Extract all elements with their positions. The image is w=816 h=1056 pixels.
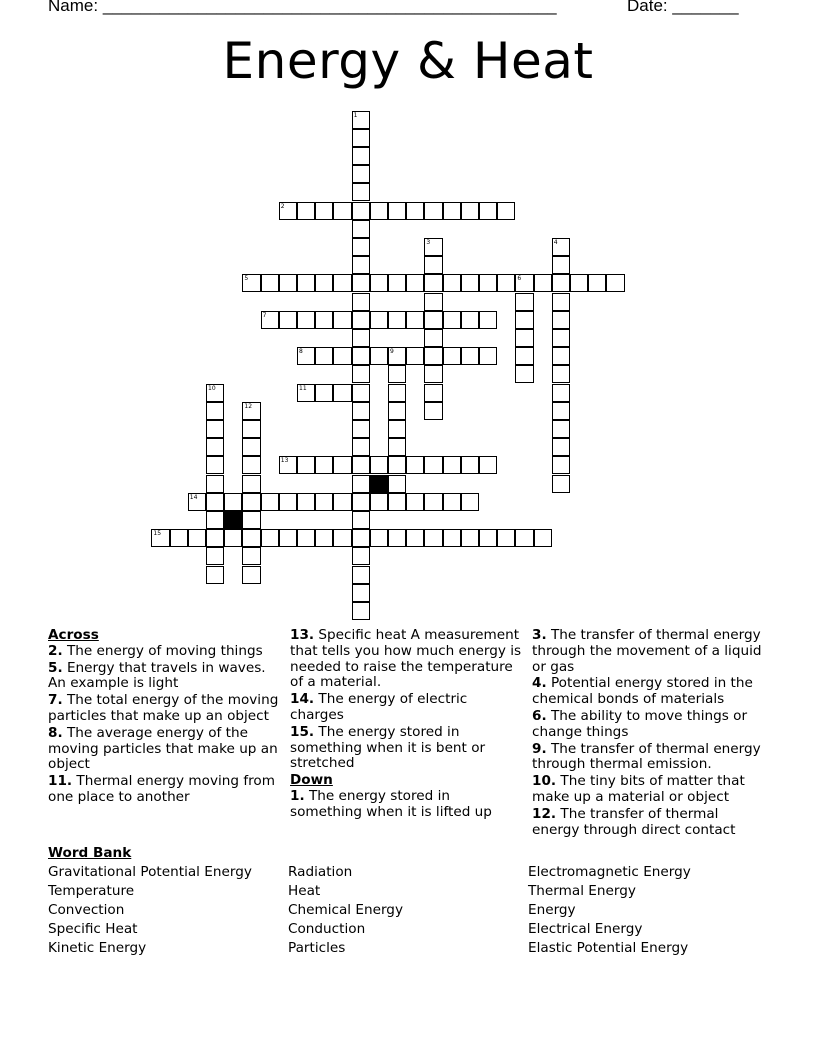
crossword-cell[interactable]: [479, 529, 497, 547]
crossword-cell[interactable]: [497, 529, 515, 547]
cell-number: 11: [299, 384, 307, 392]
crossword-cell[interactable]: [497, 202, 515, 220]
clue-down: 10. The tiny bits of matter that make up a material or object: [532, 773, 745, 805]
crossword-cell[interactable]: [552, 293, 570, 311]
crossword-cell[interactable]: [297, 493, 315, 511]
cell-number: 15: [153, 530, 162, 538]
crossword-cell[interactable]: [315, 384, 333, 402]
crossword-cell[interactable]: [297, 202, 315, 220]
clues-column-3: [532, 628, 768, 839]
word-bank-column-3: [528, 863, 691, 958]
crossword-cell[interactable]: [352, 547, 370, 565]
crossword-cell[interactable]: [188, 493, 206, 511]
crossword-cell[interactable]: [515, 529, 533, 547]
crossword-cell[interactable]: [388, 347, 406, 365]
crossword-cell[interactable]: [552, 311, 570, 329]
crossword-cell[interactable]: [242, 547, 260, 565]
name-line: ________________________________________________: [102, 0, 557, 15]
crossword-cell[interactable]: [461, 202, 479, 220]
crossword-cell[interactable]: [424, 329, 442, 347]
crossword-cell[interactable]: [552, 238, 570, 256]
cell-number: 8: [299, 348, 303, 356]
crossword-cell[interactable]: [279, 456, 297, 474]
crossword-cell[interactable]: [552, 475, 570, 493]
clue-across: 13. Specific heat A measurement that tells you how much energy is needed to raise the temperature of a material.: [290, 627, 522, 691]
crossword-cell[interactable]: [333, 456, 351, 474]
word-bank-title: Word Bank: [48, 845, 132, 861]
crossword-cell[interactable]: [424, 365, 442, 383]
crossword-cell[interactable]: [424, 493, 442, 511]
cell-number: 9: [390, 348, 394, 356]
down-heading: Down: [290, 772, 333, 789]
word-bank-item: Energy: [528, 902, 576, 918]
crossword-cell[interactable]: [352, 347, 370, 365]
puzzle-title: Energy & Heat: [222, 32, 594, 90]
crossword-cell[interactable]: [206, 420, 224, 438]
crossword-cell[interactable]: [606, 274, 624, 292]
crossword-cell[interactable]: [352, 238, 370, 256]
clue-across: 14. The energy of electric charges: [290, 691, 468, 723]
crossword-cell[interactable]: [461, 529, 479, 547]
word-bank-item: Specific Heat: [48, 921, 138, 937]
crossword-cell[interactable]: [424, 293, 442, 311]
cell-number: 2: [280, 202, 285, 210]
crossword-cell[interactable]: [315, 347, 333, 365]
clue-across: 5. Energy that travels in waves. An example is light: [48, 659, 266, 692]
crossword-cell[interactable]: [461, 347, 479, 365]
crossword-cell[interactable]: [242, 529, 260, 547]
crossword-cell[interactable]: [242, 475, 260, 493]
word-bank-item: Electrical Energy: [528, 921, 643, 937]
crossword-cell[interactable]: [352, 256, 370, 274]
crossword-cell[interactable]: [242, 456, 260, 474]
crossword-cell[interactable]: [424, 311, 442, 329]
name-label: Name:: [48, 0, 99, 15]
crossword-cell[interactable]: [406, 493, 424, 511]
word-bank-item: Heat: [288, 883, 321, 899]
crossword-cell[interactable]: [552, 402, 570, 420]
crossword-cell[interactable]: [370, 202, 388, 220]
crossword-cell[interactable]: [406, 274, 424, 292]
crossword-cell[interactable]: [352, 384, 370, 402]
crossword-cell[interactable]: [552, 365, 570, 383]
word-bank-item: Electromagnetic Energy: [528, 864, 691, 880]
clues-column-1: [48, 628, 280, 807]
clue-across: 7. The total energy of the moving particles that make up an object: [48, 692, 279, 724]
crossword-cell[interactable]: [388, 365, 406, 383]
clue-down: 6. The ability to move things or change things: [532, 707, 748, 740]
crossword-cell[interactable]: [370, 456, 388, 474]
crossword-cell[interactable]: [552, 256, 570, 274]
crossword-cell[interactable]: [315, 456, 333, 474]
clue-across: 2. The energy of moving things: [48, 642, 263, 659]
word-bank-item: Kinetic Energy: [48, 940, 147, 956]
crossword-cell[interactable]: [206, 402, 224, 420]
crossword-cell[interactable]: [242, 511, 260, 529]
word-bank-item: Thermal Energy: [528, 883, 636, 899]
crossword-cell[interactable]: [261, 274, 279, 292]
crossword-cell[interactable]: [242, 402, 260, 420]
crossword-cell[interactable]: [461, 493, 479, 511]
crossword-cell[interactable]: [352, 511, 370, 529]
crossword-cell[interactable]: [242, 493, 260, 511]
word-bank-item: Chemical Energy: [288, 902, 403, 918]
crossword-cell[interactable]: [315, 311, 333, 329]
crossword-cell[interactable]: [388, 274, 406, 292]
crossword-cell[interactable]: [443, 311, 461, 329]
crossword-cell[interactable]: [279, 529, 297, 547]
word-bank-column-1: [48, 863, 252, 958]
crossword-cell[interactable]: [352, 311, 370, 329]
crossword-cell[interactable]: [352, 111, 370, 129]
crossword-cell[interactable]: [279, 493, 297, 511]
crossword-cell[interactable]: [388, 402, 406, 420]
crossword-cell[interactable]: [206, 529, 224, 547]
crossword-cell[interactable]: [315, 493, 333, 511]
crossword-cell[interactable]: [352, 147, 370, 165]
crossword-cell[interactable]: [352, 493, 370, 511]
crossword-cell[interactable]: [261, 311, 279, 329]
cell-number: 3: [426, 238, 431, 246]
crossword-cell[interactable]: [479, 274, 497, 292]
cell-number: 4: [553, 238, 558, 246]
crossword-cell[interactable]: [333, 347, 351, 365]
crossword-cell[interactable]: [388, 384, 406, 402]
crossword-cell[interactable]: [534, 529, 552, 547]
crossword-cell[interactable]: [515, 329, 533, 347]
crossword-cell[interactable]: [352, 129, 370, 147]
crossword-cell[interactable]: [297, 347, 315, 365]
clue-across: 11. Thermal energy moving from one place to another: [48, 773, 275, 805]
black-square: [370, 475, 388, 493]
crossword-cell[interactable]: [424, 256, 442, 274]
cell-number: 13: [280, 457, 289, 465]
crossword-cell[interactable]: [552, 456, 570, 474]
crossword-cell[interactable]: [388, 456, 406, 474]
clue-down: 12. The transfer of thermal energy through direct contact: [532, 805, 736, 838]
crossword-cell[interactable]: [297, 529, 315, 547]
crossword-cell[interactable]: [443, 529, 461, 547]
black-square: [224, 511, 242, 529]
crossword-cell[interactable]: [206, 493, 224, 511]
crossword-cell[interactable]: [424, 347, 442, 365]
crossword-cell[interactable]: [315, 274, 333, 292]
crossword-cell[interactable]: [424, 456, 442, 474]
crossword-cell[interactable]: [261, 493, 279, 511]
crossword-cell[interactable]: [406, 202, 424, 220]
crossword-cell[interactable]: [515, 293, 533, 311]
clues-column-2: [290, 628, 522, 822]
crossword-cell[interactable]: [388, 202, 406, 220]
crossword-cell[interactable]: [443, 493, 461, 511]
crossword-cell[interactable]: [370, 274, 388, 292]
crossword-cell[interactable]: [333, 384, 351, 402]
cell-number: 7: [262, 311, 267, 319]
crossword-cell[interactable]: [479, 456, 497, 474]
clue-across: 8. The average energy of the moving particles that make up an object: [48, 724, 278, 773]
across-heading: Across: [48, 627, 99, 643]
word-bank-item: Temperature: [48, 883, 135, 899]
crossword-cell[interactable]: [333, 274, 351, 292]
word-bank-item: Convection: [48, 902, 125, 918]
word-bank-item: Elastic Potential Energy: [528, 940, 689, 956]
cell-number: 1: [353, 111, 358, 119]
crossword-cell[interactable]: [552, 420, 570, 438]
crossword-cell[interactable]: [279, 311, 297, 329]
crossword-cell[interactable]: [552, 274, 570, 292]
crossword-cell[interactable]: [333, 493, 351, 511]
cell-number: 10: [208, 384, 216, 392]
crossword-cell[interactable]: [515, 365, 533, 383]
crossword-cell[interactable]: [388, 420, 406, 438]
crossword-cell[interactable]: [206, 438, 224, 456]
crossword-cell[interactable]: [188, 529, 206, 547]
date-label: Date:: [627, 0, 668, 15]
crossword-cell[interactable]: [333, 202, 351, 220]
crossword-cell[interactable]: [461, 274, 479, 292]
date-line: _______: [672, 0, 739, 15]
crossword-cell[interactable]: [352, 529, 370, 547]
crossword-cell[interactable]: [242, 274, 260, 292]
word-bank-item: Radiation: [288, 864, 353, 880]
word-bank-item: Conduction: [288, 921, 366, 937]
crossword-cell[interactable]: [552, 329, 570, 347]
crossword-cell[interactable]: [352, 293, 370, 311]
crossword-cell[interactable]: [352, 202, 370, 220]
crossword-cell[interactable]: [352, 274, 370, 292]
crossword-cell[interactable]: [406, 347, 424, 365]
crossword-cell[interactable]: [388, 311, 406, 329]
crossword-cell[interactable]: [242, 438, 260, 456]
crossword-cell[interactable]: [443, 274, 461, 292]
crossword-cell[interactable]: [370, 347, 388, 365]
crossword-cell[interactable]: [352, 183, 370, 201]
crossword-cell[interactable]: [297, 274, 315, 292]
crossword-cell[interactable]: [242, 566, 260, 584]
crossword-cell[interactable]: [352, 584, 370, 602]
crossword-cell[interactable]: [297, 384, 315, 402]
word-bank-column-2: [288, 863, 403, 958]
crossword-cell[interactable]: [352, 402, 370, 420]
crossword-cell[interactable]: [406, 456, 424, 474]
crossword-cell[interactable]: [443, 347, 461, 365]
clue-down: 9. The transfer of thermal energy through thermal emission.: [532, 740, 761, 773]
crossword-cell[interactable]: [515, 311, 533, 329]
crossword-cell[interactable]: [151, 529, 169, 547]
crossword-cell[interactable]: [424, 274, 442, 292]
crossword-cell[interactable]: [515, 347, 533, 365]
clue-down: 4. Potential energy stored in the chemical bonds of materials: [532, 675, 753, 708]
cell-number: 12: [244, 402, 253, 410]
crossword-cell[interactable]: [552, 438, 570, 456]
crossword-cell[interactable]: [370, 311, 388, 329]
crossword-cell[interactable]: [388, 493, 406, 511]
crossword-cell[interactable]: [570, 274, 588, 292]
crossword-cell[interactable]: [424, 402, 442, 420]
crossword-cell[interactable]: [424, 529, 442, 547]
crossword-cell[interactable]: [370, 529, 388, 547]
word-bank-item: Gravitational Potential Energy: [48, 864, 252, 880]
crossword-cell[interactable]: [352, 566, 370, 584]
crossword-cell[interactable]: [352, 220, 370, 238]
crossword-cell[interactable]: [352, 420, 370, 438]
crossword-cell[interactable]: [406, 311, 424, 329]
crossword-cell[interactable]: [443, 202, 461, 220]
crossword-cell[interactable]: [479, 347, 497, 365]
crossword-cell[interactable]: [206, 384, 224, 402]
crossword-cell[interactable]: [552, 347, 570, 365]
crossword-cell[interactable]: [279, 202, 297, 220]
clue-across: 15. The energy stored in something when it is bent or stretched: [290, 723, 486, 772]
crossword-cell[interactable]: [261, 529, 279, 547]
crossword-cell[interactable]: [388, 475, 406, 493]
crossword-cell[interactable]: [297, 456, 315, 474]
crossword-cell[interactable]: [352, 165, 370, 183]
crossword-cell[interactable]: [515, 274, 533, 292]
crossword-cell[interactable]: [352, 329, 370, 347]
crossword-cell[interactable]: [370, 493, 388, 511]
crossword-cell[interactable]: [352, 365, 370, 383]
crossword-cell[interactable]: [388, 438, 406, 456]
clue-down: 1. The energy stored in something when it is lifted up: [290, 787, 492, 820]
crossword-cell[interactable]: [297, 311, 315, 329]
crossword-cell[interactable]: [333, 529, 351, 547]
crossword-cell[interactable]: [479, 202, 497, 220]
crossword-cell[interactable]: [424, 384, 442, 402]
crossword-cell[interactable]: [352, 475, 370, 493]
cell-number: 6: [517, 275, 522, 283]
crossword-cell[interactable]: [315, 529, 333, 547]
clue-down: 3. The transfer of thermal energy through the movement of a liquid or gas: [532, 627, 762, 675]
crossword-cell[interactable]: [443, 456, 461, 474]
crossword-cell[interactable]: [424, 202, 442, 220]
crossword-cell[interactable]: [170, 529, 188, 547]
cell-number: 14: [189, 493, 198, 501]
crossword-cell[interactable]: [206, 475, 224, 493]
crossword-cell[interactable]: [224, 529, 242, 547]
crossword-cell[interactable]: [388, 529, 406, 547]
crossword-cell[interactable]: [461, 311, 479, 329]
crossword-cell[interactable]: [206, 566, 224, 584]
crossword-cell[interactable]: [406, 529, 424, 547]
crossword-cell[interactable]: [461, 456, 479, 474]
crossword-cell[interactable]: [206, 511, 224, 529]
crossword-cell[interactable]: [206, 456, 224, 474]
crossword-cell[interactable]: [242, 420, 260, 438]
crossword-cell[interactable]: [479, 311, 497, 329]
word-bank-item: Particles: [288, 940, 346, 956]
crossword-cell[interactable]: [333, 311, 351, 329]
crossword-cell[interactable]: [352, 456, 370, 474]
crossword-cell[interactable]: [424, 238, 442, 256]
crossword-cell[interactable]: [534, 274, 552, 292]
crossword-cell[interactable]: [588, 274, 606, 292]
crossword-cell[interactable]: [352, 602, 370, 620]
crossword-cell[interactable]: [206, 547, 224, 565]
crossword-cell[interactable]: [497, 274, 515, 292]
cell-number: 5: [244, 275, 249, 283]
crossword-cell[interactable]: [279, 274, 297, 292]
crossword-cell[interactable]: [315, 202, 333, 220]
crossword-cell[interactable]: [352, 438, 370, 456]
crossword-cell[interactable]: [552, 384, 570, 402]
crossword-cell[interactable]: [224, 493, 242, 511]
